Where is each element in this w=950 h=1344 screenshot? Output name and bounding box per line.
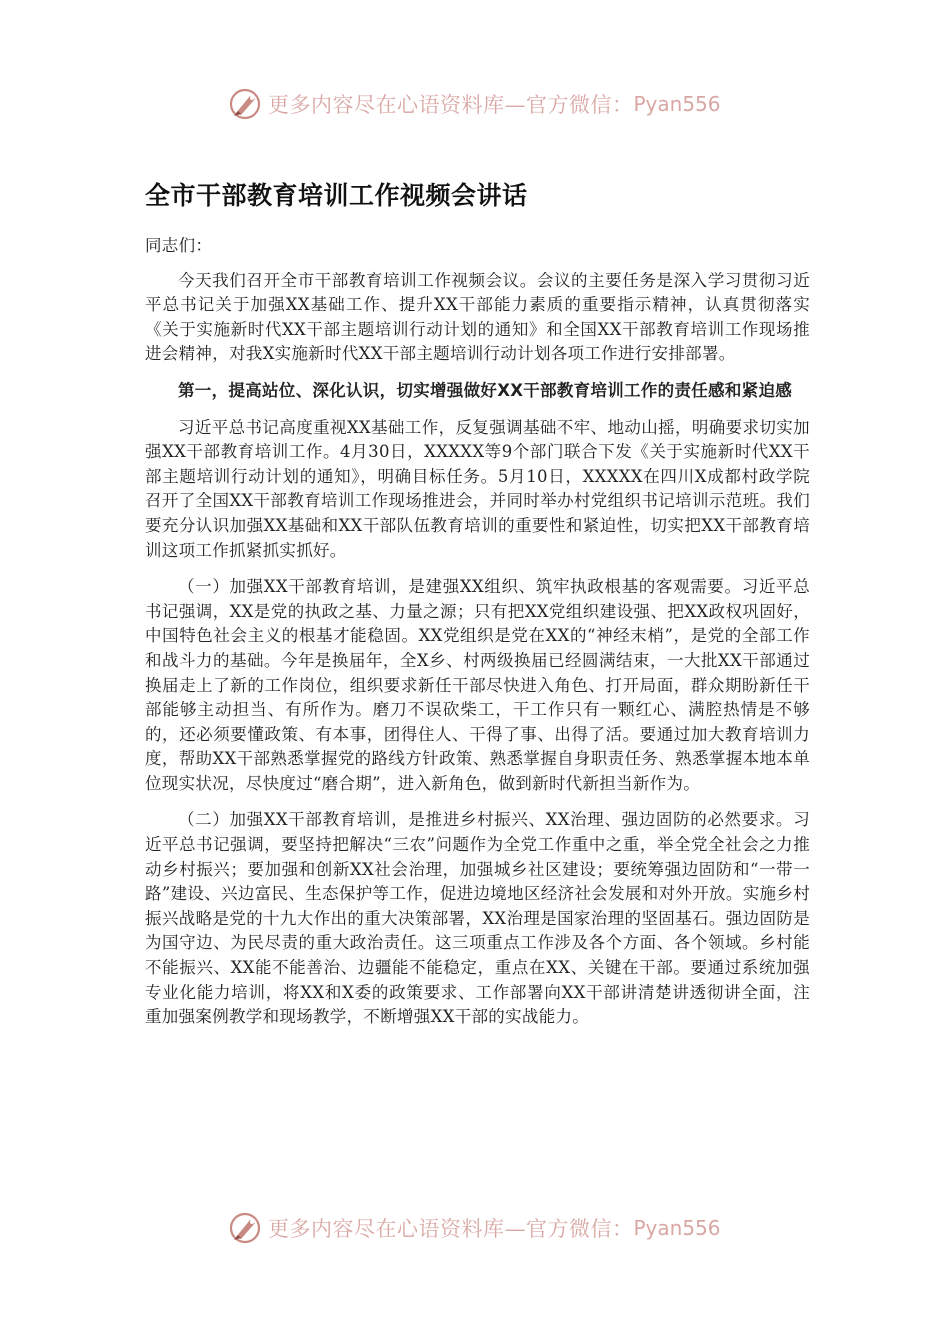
paragraph: （二）加强XX干部教育培训，是推进乡村振兴、XX治理、强边固防的必然要求。习近平总书记强调，要坚持把解决“三农”问题作为全党工作重中之重，举全党全社会之力推动乡村振兴；要加强和创新XX社会治理，加强城乡社区建设；要统筹强边固防和“一带一路”建设、兴边富民、生态保护等工作，促进边境地区经济社会发展和对外开放。实施乡村振兴战略是党的十九大作出的重大决策部署，XX治理是国家治理的坚固基石。强边固防是为国守边、为民尽责的重大政治责任。这三项重点工作涉及各个方面、各个领域。乡村能不能振兴、XX能不能善治、边疆能不能稳定，重点在XX、关键在干部。要通过系统加强专业化能力培训，将XX和X委的政策要求、工作部署向XX干部讲清楚讲透彻讲全面，注重加强案例教学和现场教学，不断增强XX干部的实战能力。 (145, 810, 810, 1027)
watermark-banner-top (228, 86, 748, 122)
paragraph: （一）加强XX干部教育培训，是建强XX组织、筑牢执政根基的客观需要。习近平总书记强调，XX是党的执政之基、力量之源；只有把XX党组织建设强、把XX政权巩固好，中国特色社会主义的根基才能稳固。XX党组织是党在XX的“神经末梢”，是党的全部工作和战斗力的基础。今年是换届年，全X乡、村两级换届已经圆满结束，一大批XX干部通过换届走上了新的工作岗位，组织要求新任干部尽快进入角色、打开局面，群众期盼新任干部能够主动担当、有所作为。磨刀不误砍柴工，干工作只有一颗红心、满腔热情是不够的，还必须要懂政策、有本事，团得住人、干得了事、出得了活。要通过加大教育培训力度，帮助XX干部熟悉掌握党的路线方针政策、熟悉掌握自身职责任务、熟悉掌握本地本单位现实状况，尽快度过“磨合期”，进入新角色，做到新时代新担当新作为。 (145, 577, 810, 793)
intro-paragraph: 今天我们召开全市干部教育培训工作视频会议。会议的主要任务是深入学习贯彻习近平总书记关于加强XX基础工作、提升XX干部能力素质的重要指示精神，认真贯彻落实《关于实施新时代XX干部主题培训行动计划的通知》和全国XX干部教育培训工作现场推进会精神，对我X实施新时代XX干部主题培训行动计划各项工作进行安排部署。 (145, 270, 810, 364)
pen-nib-logo-icon (228, 87, 262, 121)
document-body (145, 176, 810, 1030)
watermark-wechat-id: Pyan556 (633, 1216, 721, 1240)
watermark-text: 更多内容尽在心语资料库—官方微信： (268, 1217, 634, 1241)
paragraph: 习近平总书记高度重视XX基础工作，反复强调基础不牢、地动山摇，明确要求切实加强XX干部教育培训工作。4月30日，XXXXX等9个部门联合下发《关于实施新时代XX干部主题培训行动计划的通知》，明确目标任务。5月10日，XXXXX在四川X成都村政学院召开了全国XX干部教育培训工作现场推进会，并同时举办村党组织书记培训示范班。我们要充分认识加强XX基础和XX干部队伍教育培训的重要性和紧迫性，切实把XX干部教育培训这项工作抓紧抓实抓好。 (145, 417, 810, 560)
document-title: 全市干部教育培训工作视频会讲话 (145, 181, 528, 210)
pen-nib-logo-icon (228, 1211, 262, 1245)
watermark-banner-bottom (228, 1210, 748, 1246)
watermark-text: 更多内容尽在心语资料库—官方微信： (268, 93, 634, 117)
greeting: 同志们： (145, 236, 213, 255)
watermark-wechat-id: Pyan556 (633, 92, 721, 116)
section-heading: 第一，提高站位、深化认识，切实增强做好XX干部教育培训工作的责任感和紧迫感 (178, 380, 793, 400)
